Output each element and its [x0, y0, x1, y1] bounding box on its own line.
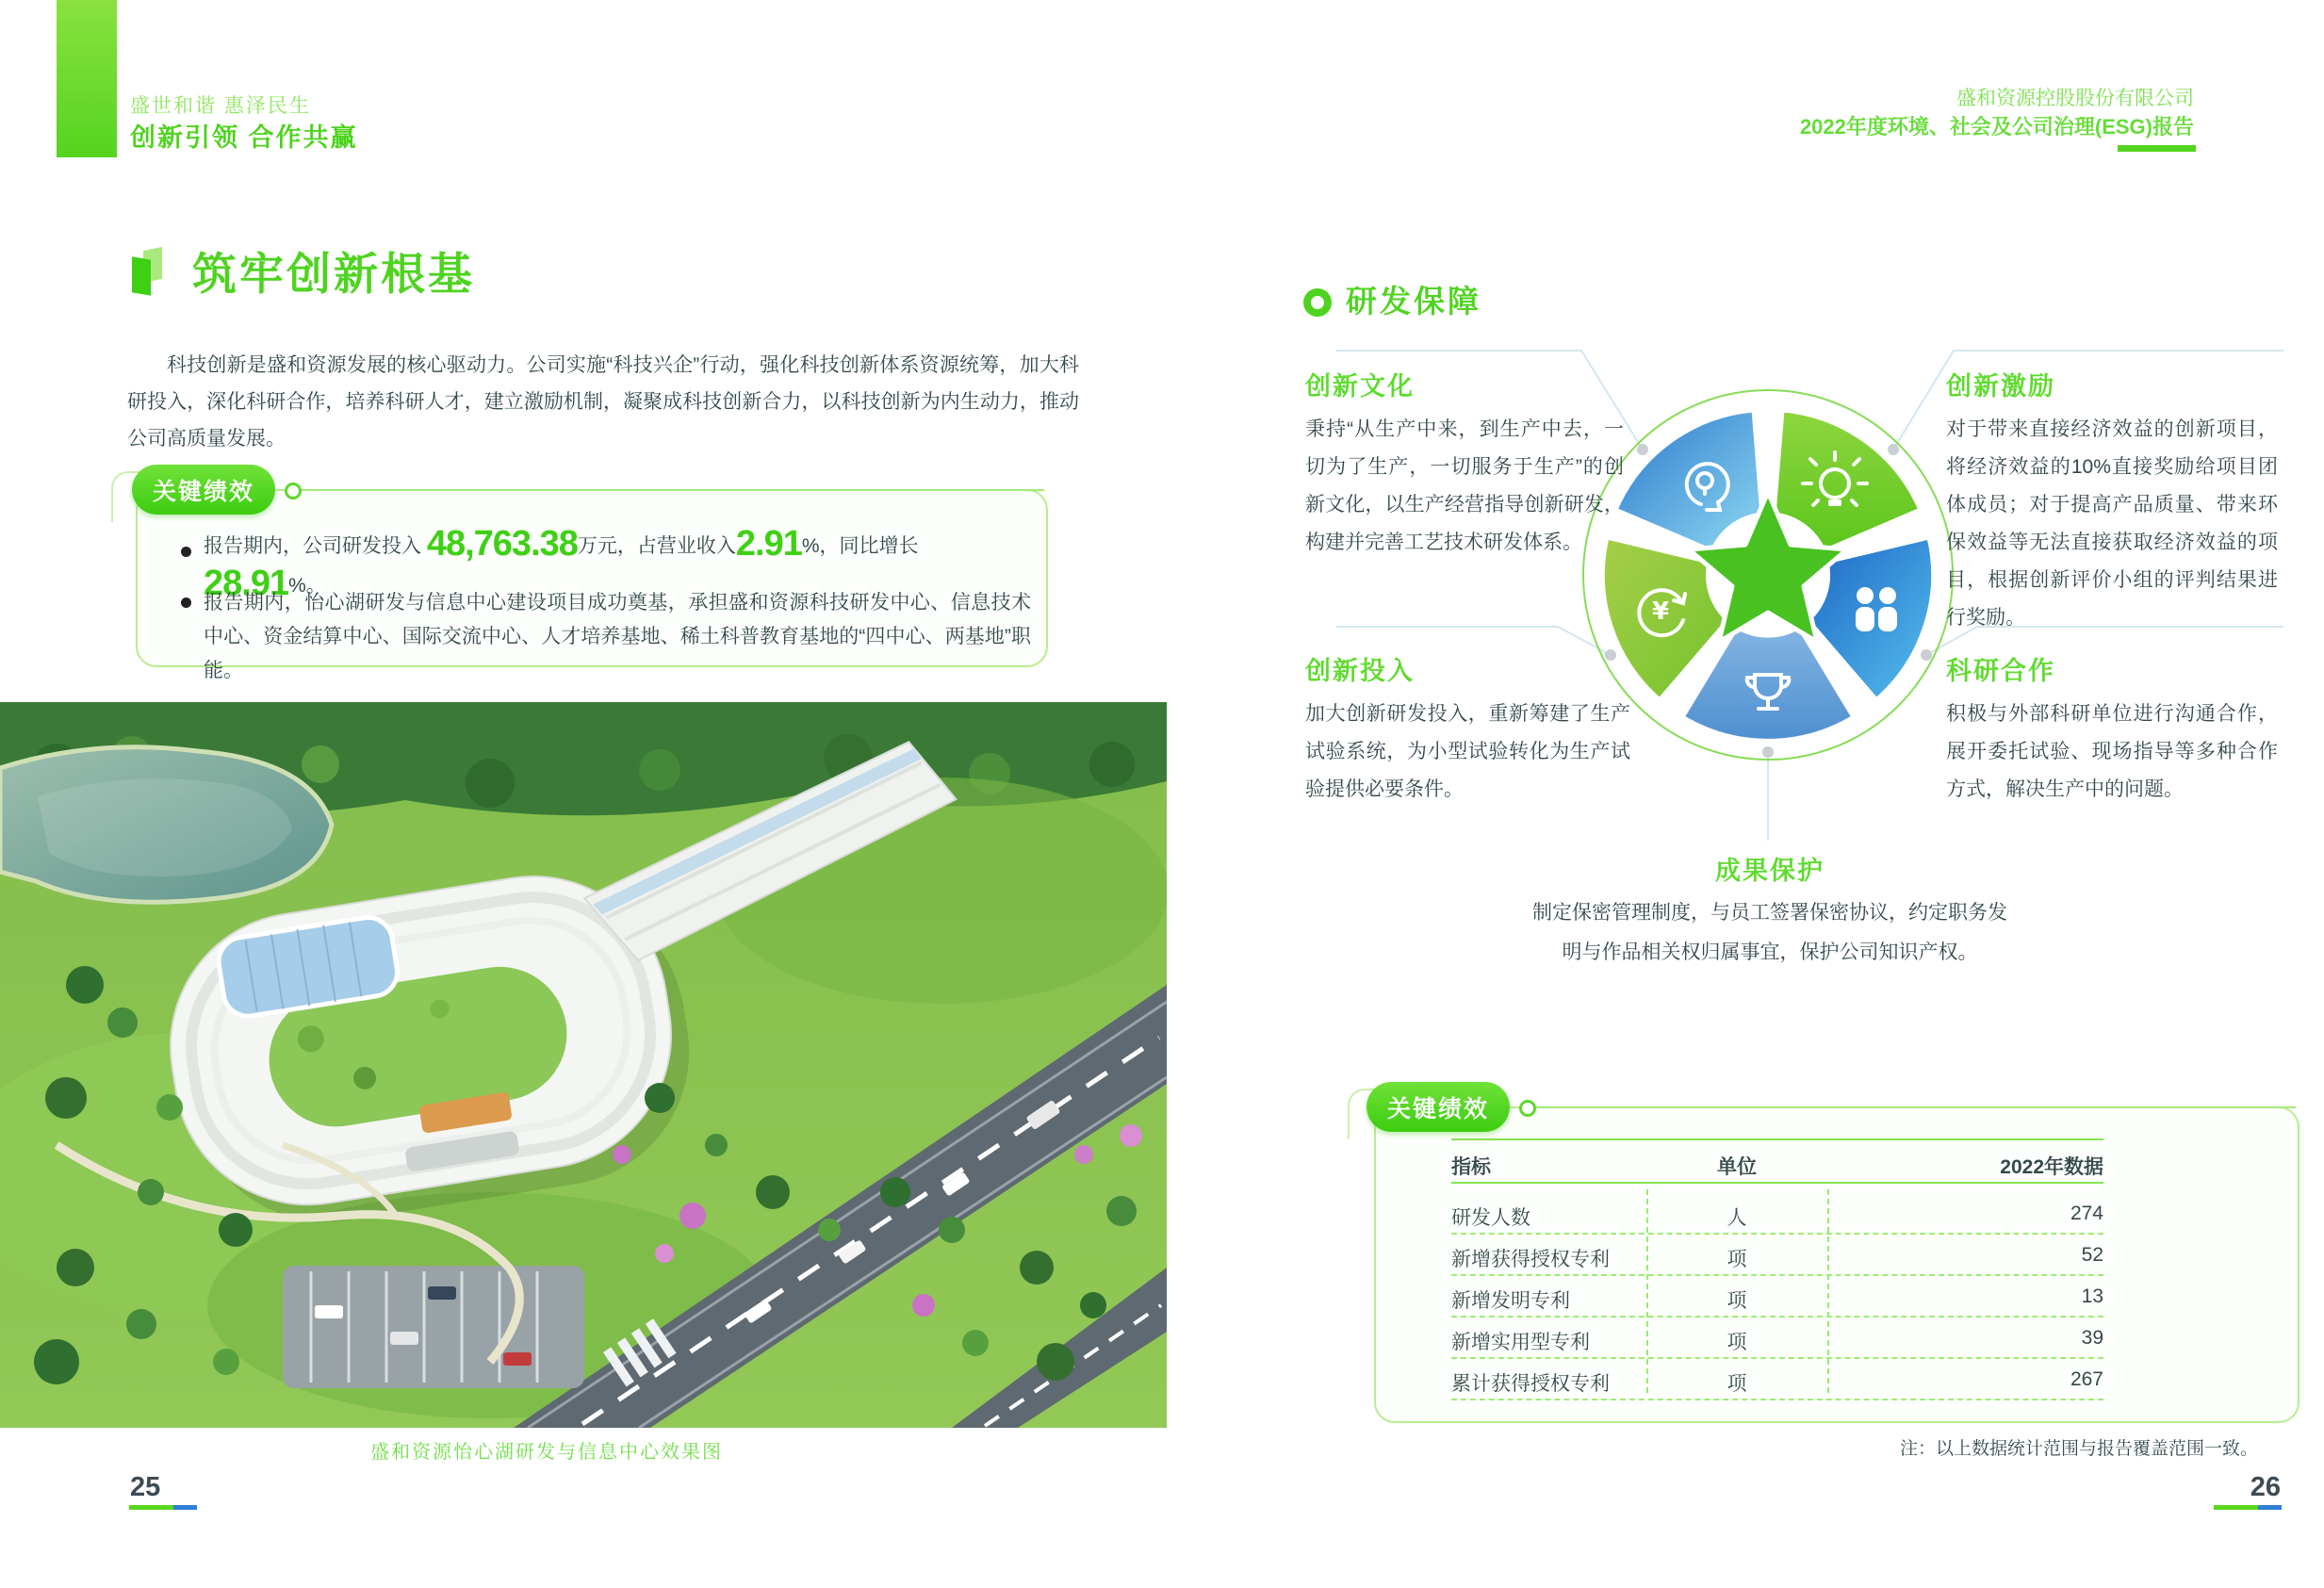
block-body-incentive: 对于带来直接经济效益的创新项目，将经济效益的10%直接奖励给项目团体成员；对于提高产品质量、带来环保效益等无法直接获取经济效益的项目，根据创新评价小组的评判结果进行奖励。 — [1946, 418, 2278, 629]
kpi1-text3: %，同比增长 — [801, 535, 919, 557]
pill-connector-line — [300, 489, 1044, 491]
kpi1-value-growth: 28.91 — [204, 564, 289, 603]
block-title-protection: 成果保护 — [1715, 857, 1825, 885]
block-title-culture: 创新文化 — [1305, 372, 1415, 401]
header-company-name: 盛和资源控股股份有限公司 — [1956, 88, 2194, 109]
kpi1-text: 报告期内，公司研发投入 — [204, 535, 427, 557]
cell-value: 274 — [2070, 1203, 2103, 1224]
cell-unit: 项 — [1727, 1373, 1747, 1395]
header-slogan-line2: 创新引领 合作共赢 — [130, 123, 358, 152]
cell-unit: 项 — [1727, 1249, 1747, 1270]
cell-indicator: 新增获得授权专利 — [1451, 1249, 1610, 1270]
page-bar-blue — [173, 1505, 197, 1510]
cell-value: 267 — [2070, 1368, 2103, 1390]
cell-unit: 人 — [1727, 1207, 1747, 1229]
kpi-pill-left: 关键绩效 — [132, 465, 275, 515]
cell-indicator: 新增实用型专利 — [1451, 1332, 1590, 1353]
page-bar-green — [129, 1505, 173, 1510]
cell-indicator: 新增发明专利 — [1451, 1290, 1570, 1312]
pill-ring-icon — [1519, 1100, 1536, 1117]
page-bar-green — [2214, 1505, 2258, 1510]
kpi1-text4: %。 — [288, 575, 326, 597]
block-title-cooperation: 科研合作 — [1946, 657, 2055, 685]
bullet-dot — [181, 547, 191, 557]
table-note: 注：以上数据统计范围与报告覆盖范围一致。 — [1899, 1439, 2258, 1459]
image-caption: 盛和资源怡心湖研发与信息中心效果图 — [370, 1442, 723, 1463]
block-body-protection: 制定保密管理制度，与员工签署保密协议，约定职务发明与作品相关权归属事宜，保护公司知识产权。 — [1532, 902, 2007, 963]
cell-unit: 项 — [1727, 1332, 1747, 1353]
table-header-unit: 单位 — [1717, 1156, 1757, 1178]
table-header-value: 2022年数据 — [2000, 1156, 2103, 1178]
kpi-table — [1451, 1127, 2103, 1400]
pill-ring-icon — [285, 483, 302, 499]
kpi-item-2: 报告期内，怡心湖研发与信息中心建设项目成功奠基，承担盛和资源科技研发中心、信息技术中心、资金结算中心、国际交流中心、人才培养基地、稀土科普教育基地的“四中心、两基地”职能。 — [204, 592, 1031, 681]
kpi1-value-pct: 2.91 — [735, 524, 802, 564]
corner-green-block — [57, 0, 117, 157]
block-body-culture: 秉持“从生产中来，到生产中去，一切为了生产，一切服务于生产”的创新文化，以生产经营指导创新研发，构建并完善工艺技术研发体系。 — [1305, 418, 1624, 553]
cell-value: 52 — [2081, 1244, 2103, 1266]
pill-connector-line — [1534, 1106, 2296, 1108]
page-number-left: 25 — [130, 1472, 161, 1502]
kpi1-text2: 万元，占营业收入 — [577, 535, 736, 557]
cell-value: 13 — [2081, 1285, 2103, 1307]
block-title-investment: 创新投入 — [1305, 657, 1415, 685]
rd-section-title: 研发保障 — [1346, 284, 1481, 319]
section-ring-icon — [1303, 288, 1332, 317]
page-bar-blue — [2258, 1505, 2282, 1510]
header-report-title: 2022年度环境、社会及公司治理(ESG)报告 — [1799, 115, 2194, 139]
block-title-incentive: 创新激励 — [1946, 372, 2055, 401]
cell-indicator: 研发人数 — [1451, 1207, 1530, 1229]
svg-text:¥: ¥ — [1651, 598, 1670, 626]
cell-value: 39 — [2081, 1327, 2103, 1349]
kpi1-value-rnd: 48,763.38 — [426, 524, 578, 564]
kpi-pill-right: 关键绩效 — [1367, 1082, 1510, 1132]
section-book-icon — [132, 249, 164, 296]
table-header-indicator: 指标 — [1451, 1156, 1491, 1178]
intro-paragraph: 科技创新是盛和资源发展的核心驱动力。公司实施“科技兴企”行动，强化科技创新体系资源统筹，加大科研投入，深化科研合作，培养科研人才，建立激励机制，凝聚成科技创新合力，以科技创新为内生动力，推动公司高质量发展。 — [127, 354, 1079, 450]
bullet-dot — [181, 598, 191, 608]
building-rendering-image — [0, 702, 1167, 1428]
page-number-right: 26 — [2250, 1472, 2281, 1502]
block-body-investment: 加大创新研发投入，重新筹建了生产试验系统，为小型试验转化为生产试验提供必要条件。 — [1305, 703, 1630, 800]
header-slogan-line1: 盛世和谐 惠泽民生 — [130, 95, 311, 117]
rd-circle-diagram — [1579, 386, 1956, 763]
block-body-cooperation: 积极与外部科研单位进行沟通合作，展开委托试验、现场指导等多种合作方式，解决生产中的问题。 — [1946, 703, 2278, 800]
cell-unit: 项 — [1727, 1290, 1747, 1312]
header-underline-bar — [2118, 145, 2196, 152]
page-title: 筑牢创新根基 — [192, 249, 475, 299]
cell-indicator: 累计获得授权专利 — [1451, 1373, 1610, 1395]
